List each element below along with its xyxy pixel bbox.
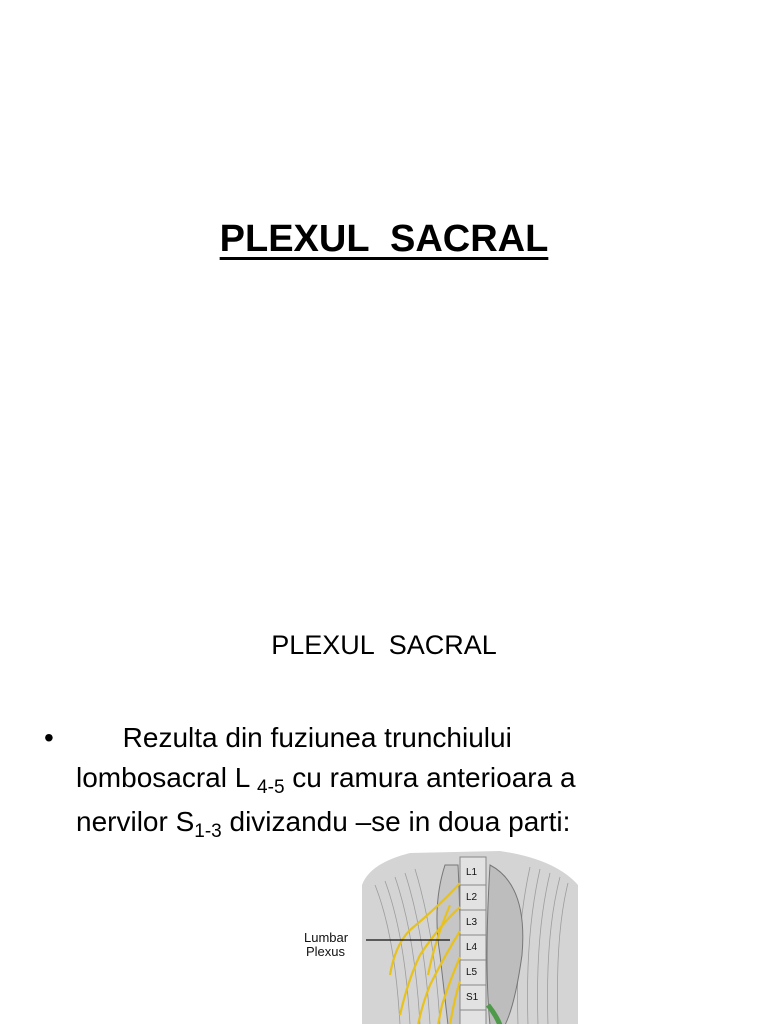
vertebra-label-l2: L2 bbox=[466, 892, 478, 903]
bullet-line-1: Rezulta din fuziunea trunchiului bbox=[76, 722, 512, 753]
bullet-line-3-end: divizandu –se in doua parti: bbox=[221, 806, 571, 837]
vertebra-label-s1: S1 bbox=[466, 992, 479, 1003]
figure-label-line-2: Plexus bbox=[306, 944, 346, 959]
vertebra-label-l3: L3 bbox=[466, 917, 478, 928]
vertebra-label-l5: L5 bbox=[466, 967, 478, 978]
vertebra-label-l1: L1 bbox=[466, 867, 478, 878]
subscript-s: 1-3 bbox=[194, 821, 222, 842]
content-slide bbox=[0, 512, 768, 1024]
bullet-line-3-start: nervilor S bbox=[76, 806, 195, 837]
figure-label-line-1: Lumbar bbox=[304, 930, 349, 945]
bullet-line-2-start: lombosacral L bbox=[76, 762, 258, 793]
content-title: PLEXUL SACRAL bbox=[271, 630, 497, 660]
bullet-marker: • bbox=[44, 722, 54, 753]
slide-title: PLEXUL SACRAL bbox=[219, 218, 549, 260]
bullet-line-2-end: cu ramura anterioara a bbox=[284, 762, 576, 793]
vertebra-label-l4: L4 bbox=[466, 942, 478, 953]
subscript-l: 4-5 bbox=[257, 777, 285, 798]
anatomy-figure bbox=[300, 845, 600, 1024]
bullet-text bbox=[76, 718, 736, 846]
